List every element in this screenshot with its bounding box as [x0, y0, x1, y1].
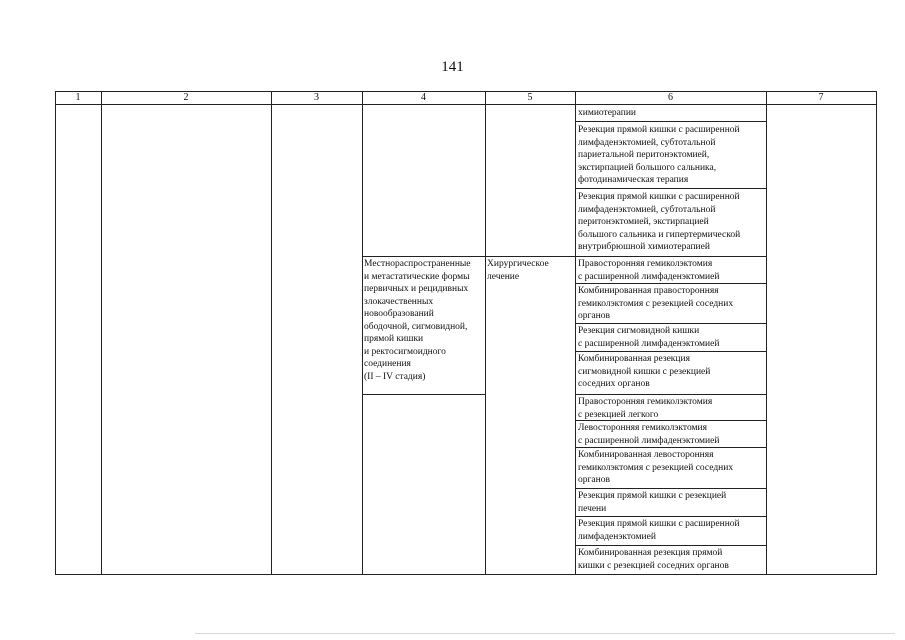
column-border: [362, 91, 363, 575]
row-border: [575, 447, 767, 448]
procedure-cell: Правосторонняя гемиколэктомия с резекцией легкого: [578, 397, 713, 420]
row-border: [575, 516, 767, 517]
row-border: [575, 545, 767, 546]
column-header: 7: [818, 92, 824, 103]
procedure-cell: Резекция прямой кишки с расширенной лимфаденэктомией: [578, 519, 740, 542]
row-border: [575, 188, 767, 189]
row-border: [362, 256, 576, 257]
column-header: 2: [183, 92, 189, 103]
row-border: [575, 420, 767, 421]
column-border: [766, 91, 767, 575]
row-border: [575, 256, 767, 257]
column-border: [876, 91, 877, 575]
header-bottom-border: [55, 104, 877, 105]
column-header: 3: [314, 92, 319, 103]
procedure-cell: Комбинированная левосторонняя гемиколэктомия с резекцией соседних органов: [578, 450, 734, 485]
procedure-cell: Резекция прямой кишки с расширенной лимфаденэктомией, субтотальной париетальной перитонэктомией, экстирпацией большого сальника, фотодинамическая терапия: [578, 125, 740, 185]
table-bottom-border: [55, 574, 877, 575]
column-header: 6: [668, 92, 673, 103]
procedure-cell: Комбинированная резекция прямой кишки с резекцией соседних органов: [578, 548, 729, 571]
row-border: [575, 488, 767, 489]
procedure-cell: химиотерапии: [578, 108, 637, 118]
procedure-cell: Комбинированная правосторонняя гемиколэктомия с резекцией соседних органов: [578, 286, 734, 321]
procedure-cell: Комбинированная резекция сигмовидной кишки с резекцией соседних органов: [578, 354, 711, 389]
column-border: [101, 91, 102, 575]
procedure-cell: Резекция прямой кишки с расширенной лимфаденэктомией, субтотальной перитонэктомией, экстирпацией большого сальника и гипертермической внутрибрюшной химиотерапией: [578, 192, 741, 252]
diagnosis-cell: Местнораспространенные и метастатические формы первичных и рецидивных злокачественных новообразований ободочной, сигмовидной, прямой кишки и ректосигмоидного соединения (II – IV стадия): [364, 259, 471, 382]
treatment-type-cell: Хирургическое лечение: [487, 259, 549, 282]
scan-edge-line: [195, 633, 895, 634]
column-header: 1: [75, 92, 81, 103]
procedure-cell: Правосторонняя гемиколэктомия с расширенной лимфаденэктомией: [578, 259, 720, 282]
page-number: 141: [441, 59, 464, 75]
row-border: [575, 323, 767, 324]
column-border: [271, 91, 272, 575]
column-border: [55, 91, 56, 575]
procedure-cell: Резекция прямой кишки с резекцией печени: [578, 491, 727, 514]
row-border: [575, 394, 767, 395]
column-header: 5: [527, 92, 533, 103]
column-header: 4: [421, 92, 426, 103]
row-border: [575, 283, 767, 284]
row-border: [575, 121, 767, 122]
column-border: [575, 91, 576, 575]
row-border: [362, 394, 486, 395]
procedure-cell: Левосторонняя гемиколэктомия с расширенной лимфаденэктомией: [578, 423, 720, 446]
row-border: [575, 351, 767, 352]
procedure-cell: Резекция сигмовидной кишки с расширенной лимфаденэктомией: [578, 326, 720, 349]
